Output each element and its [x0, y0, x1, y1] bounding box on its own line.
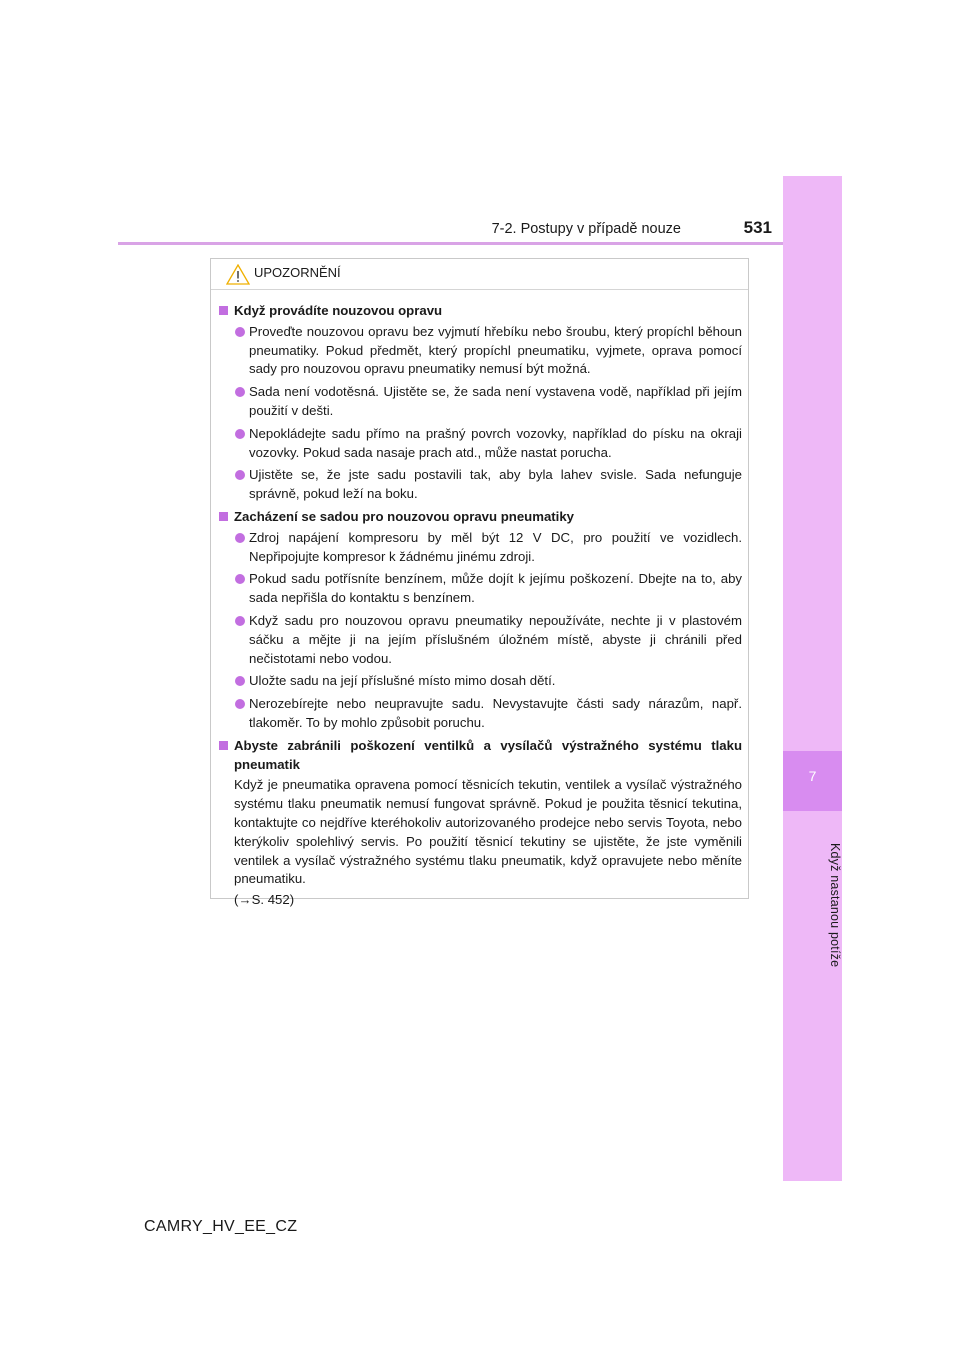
bullet-item: Ujistěte se, že jste sadu postavili tak, aby byla lahev svisle. Sada nefunguje správně, pokud leží na boku.: [218, 466, 742, 504]
bullet-item: Zdroj napájení kompresoru by měl být 12 V DC, pro použití ve vozidlech. Nepřipojujte kompresor k žádnému jinému zdroji.: [218, 529, 742, 567]
dot-bullet-icon: [235, 387, 245, 397]
dot-bullet-icon: [235, 616, 245, 626]
bullet-item: Nerozebírejte nebo neupravujte sadu. Nevystavujte části sady nárazům, např. tlakoměr. To by mohlo způsobit poruchu.: [218, 695, 742, 733]
dot-bullet-icon: [235, 574, 245, 584]
footer-model-code: CAMRY_HV_EE_CZ: [144, 1218, 298, 1235]
chapter-title-text: Když nastanou potíže: [828, 842, 842, 968]
square-bullet-icon: [219, 741, 228, 750]
warning-box: [210, 258, 749, 908]
bullet-item: Nepokládejte sadu přímo na prašný povrch vozovky, například do písku na okraji vozovky. Pokud sada nasaje prach atd., může nastat porucha.: [218, 425, 742, 463]
bullet-item: Sada není vodotěsná. Ujistěte se, že sada není vystavena vodě, například při jejím použití v dešti.: [218, 383, 742, 421]
page-number: 531: [743, 218, 772, 237]
chapter-title: [783, 820, 842, 990]
warning-body: [211, 290, 748, 910]
page-reference[interactable]: (→S. 452): [234, 892, 295, 908]
body-paragraph: Když je pneumatika opravena pomocí těsnicích tekutin, ventilek a vysílač výstražného systému tlaku pneumatik nemusí fungovat správně. Pokud je použita těsnicí tekutina, kontaktujte co nejdříve kteréhokoliv autorizovaného prodejce nebo servis Toyota, nebo kterýkoliv spolehlivý servis. Po použití těsnicí tekutiny se ujistěte, že jste vyměnili ventilek a vysílač výstražného systému tlaku pneumatik, když opravujete nebo měníte pneumatiku.: [234, 777, 742, 887]
dot-bullet-icon: [235, 676, 245, 686]
dot-bullet-icon: [235, 470, 245, 480]
dot-bullet-icon: [235, 533, 245, 543]
warning-header: [211, 259, 748, 290]
section-heading: Když provádíte nouzovou opravu: [218, 302, 742, 321]
bullet-item: Proveďte nouzovou opravu bez vyjmutí hřebíku nebo šroubu, který propíchl běhoun pneumatiky. Pokud předmět, který propíchl pneumatiku, vyjmete, oprava pomocí sady pro nouzovou opravu pneumatiky nemusí být možná.: [218, 323, 742, 379]
section-title: 7-2. Postupy v případě nouze: [491, 221, 681, 237]
square-bullet-icon: [219, 306, 228, 315]
bullet-item: Uložte sadu na její příslušné místo mimo dosah dětí.: [218, 672, 742, 691]
bullet-item: Když sadu pro nouzovou opravu pneumatiky nepoužíváte, nechte ji v plastovém sáčku a mějte ji na jejím příslušném úložném místě, abyste ji chránili před nečistotami nebo vodou.: [218, 612, 742, 668]
section-heading: Abyste zabránili poškození ventilků a vysílačů výstražného systému tlaku pneumatik: [218, 737, 742, 775]
chapter-number: 7: [808, 768, 817, 784]
section-heading: Zacházení se sadou pro nouzovou opravu pneumatiky: [218, 508, 742, 527]
warning-label: UPOZORNĚNÍ: [254, 265, 341, 280]
header-rule: [118, 242, 783, 245]
dot-bullet-icon: [235, 327, 245, 337]
bullet-item: Pokud sadu potřísníte benzínem, může dojít k jejímu poškození. Dbejte na to, aby sada nepřišla do kontaktu s benzínem.: [218, 570, 742, 608]
dot-bullet-icon: [235, 429, 245, 439]
dot-bullet-icon: [235, 699, 245, 709]
warning-triangle-icon: [226, 264, 250, 290]
square-bullet-icon: [219, 512, 228, 521]
chapter-side-tab: [783, 176, 842, 1181]
